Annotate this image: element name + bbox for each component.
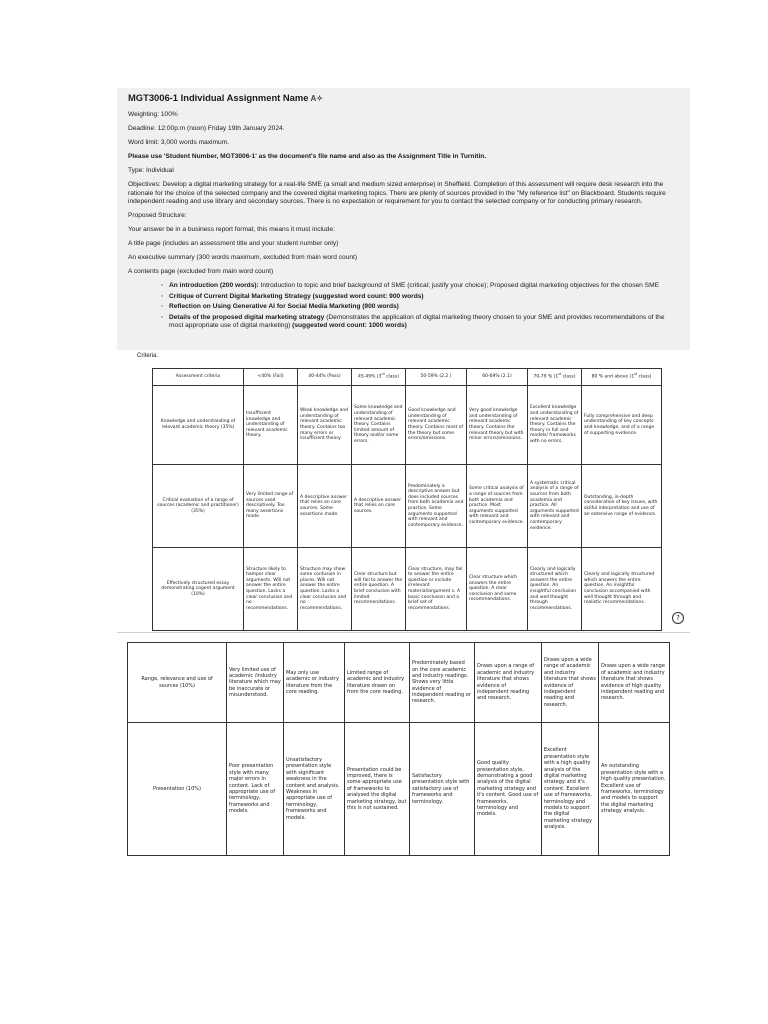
word-limit-text: Word limit: 3,000 words maximum. xyxy=(128,139,230,147)
grade-cell: A descriptive answer that relies on core sources. Some assertions made. xyxy=(298,465,352,548)
objectives-text: Objectives: Develop a digital marketing strategy for a real-life SME (a small and medium sized enterprise) in Sheffield. Completion of this assessment will require desk research into the rationale for the choice of the selected company and the covered digital marketing topics. There are plenty of sources provided in the "My reference list" on Blackboard. Students require independent reading and use library and secondary sources. There is no expectation or requirement for you to contact the selected company or for conducting primary research. xyxy=(128,181,666,206)
criterion-cell: Range, relevance and use of sources (10%) xyxy=(128,643,227,723)
grade-cell: Predominately based on the core academic and industry readings. Shows very little evidence of independent reading or research. xyxy=(410,643,475,723)
header-first-suffix: class) xyxy=(561,374,576,380)
proposed-structure-heading: Proposed Structure: xyxy=(128,212,187,220)
header-first-sup: st xyxy=(558,371,562,376)
rubric-table-2-wrapper xyxy=(127,642,669,856)
title-page-text: A title page (includes an assessment title and your student number only) xyxy=(128,240,339,248)
section-heading: Details of the proposed digital marketing strategy xyxy=(169,313,325,321)
header-upper-second: 60-69% (2.1) xyxy=(467,369,528,386)
grade-cell: Poor presentation style with many major errors in content. Lack of appropriate use of terminology, frameworks and models. xyxy=(227,723,284,856)
table-row xyxy=(153,386,662,465)
header-fail: <40% (Fail) xyxy=(244,369,298,386)
grade-cell: A systematic critical analysis of a range of sources from both academia and practice. All arguments supported with relevant and contemporary evidence. xyxy=(528,465,582,548)
grade-cell: Clear structure, may fail to answer the entire question or include irrelevant material/argument s. A basic conclusion and a brief set of recommendations. xyxy=(406,548,467,631)
contents-page-text: A contents page (excluded from main word count) xyxy=(128,268,274,276)
grade-cell: Draws upon a wide range of academic and industry literature that shows evidence of independent reading and research. xyxy=(542,643,599,723)
grade-cell: Some critical analysis of a range of sources from both academia and practice. Most arguments supported with relevant and contemporary evidence. xyxy=(467,465,528,548)
header-top xyxy=(582,369,662,386)
rubric-table-2 xyxy=(127,642,670,856)
grade-cell: Satisfactory presentation style with satisfactory use of frameworks and terminology. xyxy=(410,723,475,856)
header-first xyxy=(528,369,582,386)
grade-cell: Clearly and logically structured which answers the entire question. An insightful conclusion and well thought through recommendations. xyxy=(528,548,582,631)
header-third-sup: rd xyxy=(381,371,385,376)
section-description: Introduction to topic and brief background of SME (critical; justify your choice); Proposed digital marketing objectives for the chosen SME xyxy=(258,282,659,289)
header-top-sup: st xyxy=(634,371,638,376)
grade-cell: An outstanding presentation style with a high quality presentation. Excellent use of frameworks, terminology and models to support the digital marketing strategy analysis. xyxy=(599,723,670,856)
grade-cell: Some knowledge and understanding of relevant academic theory. Contains limited amount of theory and/or some errors. xyxy=(352,386,406,465)
header-first-text: 70-79 % (1 xyxy=(533,374,559,380)
table-row xyxy=(128,723,670,856)
header-lower-second: 50-59% (2.2 ) xyxy=(406,369,467,386)
table-row xyxy=(153,548,662,631)
table-row xyxy=(128,643,670,723)
grade-cell: Excellent knowledge and understanding of relevant academic theory. Contains the theory in full and models/ frameworks with no errors. xyxy=(528,386,582,465)
grade-cell: Excellent presentation style with a high quality analysis of the digital marketing strategy and it's content. Excellent use of frameworks, terminology and models to support the digital marketing strategy analysis. xyxy=(542,723,599,856)
grade-cell: Good quality presentation style, demonstrating a good analysis of the digital marketing strategy and it's content. Good use of frameworks, terminology and models. xyxy=(475,723,542,856)
assignment-title xyxy=(128,92,680,104)
type-text: Type: Individual xyxy=(128,167,174,175)
criteria-sheet xyxy=(117,350,690,633)
assignment-brief xyxy=(117,88,690,350)
grade-cell: Very good knowledge and understanding of relevant academic theory. Contains the relevant theory but with minor errors/omissions. xyxy=(467,386,528,465)
section-word-count: (suggested word count: 1000 words) xyxy=(292,322,407,330)
list-item xyxy=(161,282,680,291)
table-header-row xyxy=(153,369,662,386)
grade-cell: Presentation could be improved, there is some appropriate use of frameworks to analysed the digital marketing strategy, but this is not sustained. xyxy=(345,723,410,856)
header-third xyxy=(352,369,406,386)
list-item xyxy=(161,303,680,312)
section-heading: Reflection on Using Generative AI for Social Media Marketing (900 words) xyxy=(169,303,399,311)
header-third-text: 45-49% (3 xyxy=(358,374,382,380)
section-heading: An introduction (200 words): xyxy=(169,282,259,289)
table-row xyxy=(153,465,662,548)
grade-cell: A descriptive answer that relies on core sources. xyxy=(352,465,406,548)
grade-cell: Draws upon a range of academic and industry literature that shows evidence of independent reading and research. xyxy=(475,643,542,723)
criterion-cell: Knowledge and understanding of relevant academic theory (35%) xyxy=(153,386,244,465)
grade-cell: Outstanding, in-depth consideration of key issues, with skilful interpretation and use of an extensive range of evidence. xyxy=(582,465,662,548)
list-item xyxy=(161,293,680,302)
weighting-text: Weighting: 100% xyxy=(128,111,178,119)
section-description: (Demonstrates the application of digital marketing theory chosen to your SME and provides recommendations of the most appropriate use of digital marketing) xyxy=(169,313,665,330)
grade-cell: Insufficient knowledge and understanding of relevant academic theory. xyxy=(244,386,298,465)
format-note: Your answer be in a business report format, this means it must include: xyxy=(128,226,335,234)
grade-cell: Clearly and logically structured which answers the entire question. An insightful conclusion accompanied with well thought through and realistic recommendations. xyxy=(582,548,662,631)
header-criteria: Assessment criteria xyxy=(153,369,244,386)
exec-summary-text: An executive summary (300 words maximum, excluded from main word count) xyxy=(128,254,358,262)
criterion-cell: Presentation (10%) xyxy=(128,723,227,856)
grade-cell: Structure likely to hamper clear arguments. Will not answer the entire question. Lacks a clear conclusion and no recommendations. xyxy=(244,548,298,631)
grade-cell: Good knowledge and understanding of relevant academic theory. Contains most of the theory but some errors/omissions. xyxy=(406,386,467,465)
criterion-cell: Critical evaluation of a range of sources (academic and practitioner) (35%) xyxy=(153,465,244,548)
grade-cell: Clear structure but will fail to answer the entire question. A brief conclusion with limited recommendations. xyxy=(352,548,406,631)
section-heading: Critique of Current Digital Marketing Strategy (suggested word count: 900 words) xyxy=(169,292,424,300)
assignment-title-text: MGT3006-1 Individual Assignment Name xyxy=(128,92,309,103)
criterion-cell: Effectively structured essay demonstrating cogent argument (10%) xyxy=(153,548,244,631)
help-icon[interactable]: ? xyxy=(672,612,684,624)
grade-cell: Limited range of academic and industry literature drawn on from the core reading. xyxy=(345,643,410,723)
deadline-text: Deadline: 12:00p.m (noon) Friday 19th January 2024. xyxy=(128,125,285,133)
grade-cell: Very limited range of sources used descriptively. Too many assertions made. xyxy=(244,465,298,548)
header-top-text: 80 % and above (1 xyxy=(591,374,635,380)
grade-cell: Predominately a descriptive answer but does included sources from both academia and practice. Some arguments supported with relevant and contemporary evidence. xyxy=(406,465,467,548)
header-top-suffix: class) xyxy=(637,374,652,380)
list-item xyxy=(161,314,680,331)
grade-cell: Very limited use of academic /industry literature which may be inaccurate or misunderstood. xyxy=(227,643,284,723)
grade-cell: Fully comprehensive and deep understanding of key concepts and knowledge, and of a range of supporting evidence. xyxy=(582,386,662,465)
header-third-suffix: class) xyxy=(384,374,399,380)
ai-sparkle-icon: A✧ xyxy=(310,94,323,103)
grade-cell: Unsatisfactory presentation style with significant weakness in the content and analysis. Weakness in appropriate use of terminology, frameworks and models. xyxy=(284,723,345,856)
grade-cell: Structure may show some confusion in places. Will not answer the entire question. Lacks a clear conclusion and no recommendations. xyxy=(298,548,352,631)
header-pass: 40-44% (Pass) xyxy=(298,369,352,386)
structure-sections-list xyxy=(161,282,680,331)
grade-cell: May only use academic or industry literature from the core reading. xyxy=(284,643,345,723)
grade-cell: Weak knowledge and understanding of relevant academic theory. Contains too many errors or insufficient theory. xyxy=(298,386,352,465)
grade-cell: Draws upon a wide range of academic and industry literature that shows evidence of high quality independent reading and research. xyxy=(599,643,670,723)
file-name-note: Please use 'Student Number, MGT3006-1' as the document's file name and also as the Assignment Title in Turnitin. xyxy=(128,153,487,161)
criteria-label: Criteria: xyxy=(137,353,159,359)
rubric-table-1-wrapper xyxy=(152,368,661,631)
rubric-table-1 xyxy=(152,368,662,631)
grade-cell: Clear structure which answers the entire question. A clear conclusion and some recommendations. xyxy=(467,548,528,631)
